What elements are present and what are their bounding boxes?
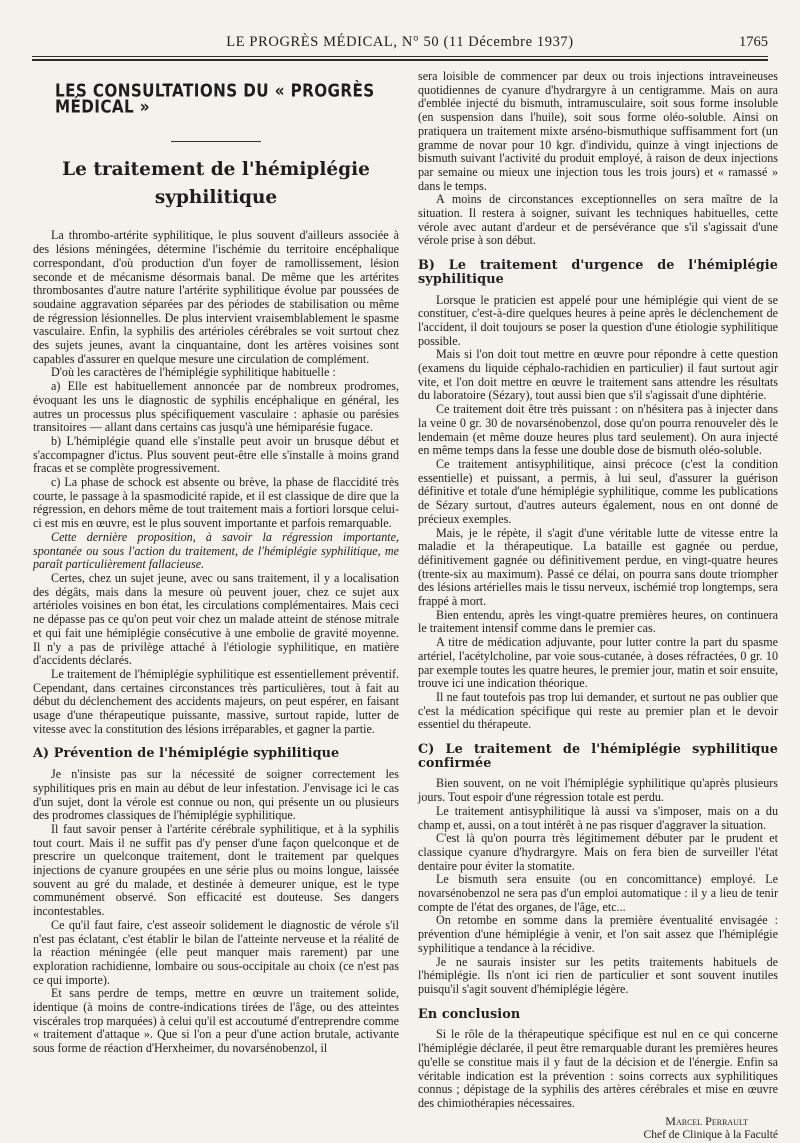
paragraph: C'est là qu'on pourra très légitimement débuter par le prudent et classique cyanure d'hydrargyre. Mais on fera bien de surveiller l'état dentaire pour éviter la stomatite. — [418, 831, 778, 873]
paragraph: Cette dernière proposition, à savoir la régression importante, spontanée ou sous l'action du traitement, de l'hémiplégie syphilitique, me paraît particulièrement fallacieuse. — [33, 529, 399, 572]
section-c-heading: C) Le traitement de l'hémiplégie syphilitique confirmée — [418, 742, 778, 771]
page-number: 1765 — [739, 34, 768, 50]
paragraph: Ce qu'il faut faire, c'est asseoir solidement le diagnostic de vérole s'il n'est pas éclatant, c'est établir le bilan de l'atteinte nerveuse et la réalité de la réaction méningée (elle peut manquer mais rarement) par une exploration rachidienne, lombaire ou sous-occipitale au choix (ce n'est pas ce qui importe). — [33, 917, 399, 987]
paragraph: Et sans perdre de temps, mettre en œuvre un traitement solide, identique (à moins de contre-indications tirées de l'âge, ou des atteintes viscérales trop marquées) à celui qu'il est accoutumé d'entreprendre comme « traitement d'attaque ». Que si l'on a peur d'une action brutale, activante sous forme de réaction d'Herxheimer, du novarsénobenzol, il — [33, 986, 399, 1056]
paragraph: Je n'insiste pas sur la nécessité de soigner correctement les syphilitiques pris en main au début de leur infestation. J'envisage ici le cas d'un sujet, dont la vérole est connue ou non, qui présente un ou plusieurs des prodromes classiques de l'hémiplégie syphilitique. — [33, 767, 399, 823]
paragraph: Je ne saurais insister sur les petits traitements habituels de l'hémiplégie. Ils n'ont ici rien de particulier et sont souvent inutiles puisqu'il s'agit souvent d'hémiplégie légère. — [418, 954, 778, 996]
header-rule-thick — [32, 59, 768, 61]
paragraph: b) L'hémiplégie quand elle s'installe peut avoir un brusque début et s'accompagner d'ictus. Plus souvent peut-être elle s'installe à moins grand fracas et se complète progressivement. — [33, 433, 399, 476]
author-name: Marcel Perrault — [665, 1113, 748, 1128]
section-a-heading: A) Prévention de l'hémiplégie syphilitique — [33, 746, 340, 762]
paragraph: D'où les caractères de l'hémiplégie syphilitique habituelle : — [51, 365, 336, 380]
section-rubric: LES CONSULTATIONS DU « PROGRÈS MÉDICAL » — [55, 80, 375, 117]
author-affiliation: Chef de Clinique à la Faculté — [643, 1129, 778, 1142]
page-header — [32, 32, 768, 54]
left-column — [33, 70, 399, 1056]
article-title-line2: syphilitique — [154, 187, 278, 209]
running-title: LE PROGRÈS MÉDICAL, N° 50 (11 Décembre 1937) — [226, 34, 574, 50]
paragraph: Mais si l'on doit tout mettre en œuvre pour répondre à cette question (examens du liquide céphalo-rachidien en particulier) il faut surtout agir vite, et l'on doit mettre en œuvre le traitement sans attendre les résultats du laboratoire (Sézary), tout aussi bien que s'il s'agissait d'une diphtérie. — [418, 347, 778, 403]
title-divider — [171, 141, 261, 142]
paragraph: Bien entendu, après les vingt-quatre premières heures, on continuera le traitement intensif comme dans le premier cas. — [418, 607, 778, 636]
paragraph: Le bismuth sera ensuite (ou en concomittance) employé. Le novarsénobenzol ne sera pas d'un emploi automatique : il y a lieu de tenir compte de l'état des organes, de l'âge, etc... — [418, 872, 778, 914]
paragraph: Ce traitement doit être très puissant : on n'hésitera pas à injecter dans la veine 0 gr. 30 de novarsénobenzol, dose qu'on pourra renouveler dès le lendemain (et même douze heures plus tard seulement). On aura injecté en même temps dans la fesse une double dose de bismuth oléo-soluble. — [418, 402, 778, 458]
paragraph: c) La phase de schock est absente ou brève, la phase de flaccidité très courte, le passage à la spasmodicité rapide, et il est classique de dire que la régression, en dehors même de tout traitement mais a fortiori lorsque celui-ci est mis en œuvre, est le plus souvent importante et parfois remarquable. — [33, 475, 399, 531]
article-title — [33, 156, 399, 212]
paragraph: sera loisible de commencer par deux ou trois injections intraveineuses quotidiennes de cyanure d'hydrargyre à un centigramme. Mais on aura d'emblée injecté du bismuth, intramusculaire, soit sous forme insoluble (en suspension dans l'huile), soit sous forme oléo-soluble. Ainsi on pratiquera un traitement mixte arséno-bismuthique suffisamment fort (un gramme de novar pour 10 kgr. d'individu, quinze à vingt injections de bismuth suivant l'activité du produit employé, à raison de deux injections par semaine ou mieux une injection tous les trois jours) et « ramassé » dans le temps. — [418, 69, 778, 193]
header-rule — [32, 56, 768, 57]
article-title-line1: Le traitement de l'hémiplégie — [62, 159, 370, 181]
paragraph: La thrombo-artérite syphilitique, le plus souvent d'ailleurs associée à des lésions méningées, détermine l'ischémie du territoire encéphalique correspondant, d'où production d'un foyer de ramollissement, lésion seconde et de mécanisme désormais banal. De même que les artérites thrombosantes d'autre nature l'artérite syphilitique évolue par poussées de soudaine aggravation séparées par des périodes de stabilisation ou même de régression lésionnelles. De plus intervient vraisemblablement le spasme vasculaire. Enfin, la syphilis des artérioles cérébrales se voit surtout chez des sujets jeunes, avant la cinquantaine, dont les artères voisines sont capables d'assurer en quelque mesure une circulation de complément. — [33, 228, 399, 366]
paragraph: Bien souvent, on ne voit l'hémiplégie syphilitique qu'après plusieurs jours. Tout espoir d'une régression totale est perdu. — [418, 776, 778, 805]
conclusion-heading: En conclusion — [418, 1006, 521, 1022]
paragraph: A titre de médication adjuvante, pour lutter contre la part du spasme artériel, l'acétylcholine, par voie sous-cutanée, à doses réfractées, 0 gr. 10 par exemple toutes les quatre heures, le premier jour, matin et soir ensuite, trouve ici une indication théorique. — [418, 635, 778, 691]
paragraph: Mais, je le répète, il s'agit d'une véritable lutte de vitesse entre la maladie et la thérapeutique. La bataille est gagnée ou perdue, définitivement gagnée ou définitivement perdue, en vingt-quatre heures (trente-six au maximum). Passé ce délai, on pourra sans doute triompher des lésions artérielles mais le tissu nerveux, ischémié trop longtemps, sera frappé à mort. — [418, 525, 778, 609]
paragraph: Certes, chez un sujet jeune, avec ou sans traitement, il y a localisation des dégâts, mais dans la mesure où peuvent jouer, chez ce sujet aux artérioles voisines en bon état, les circulations complémentaires. Mais ceci ne dépasse pas ce qu'on peut voir chez un malade atteint de sténose mitrale et qui fait une hémiplégie consécutive à une embolie de gravité moyenne. Il n'y a pas de privilège attaché à l'étiologie syphilitique, en matière d'accidents déclarés. — [33, 570, 399, 668]
right-column — [418, 70, 778, 1143]
section-b-heading: B) Le traitement d'urgence de l'hémiplégie syphilitique — [418, 258, 778, 287]
paragraph: Ce traitement antisyphilitique, ainsi précoce (c'est la condition essentielle) et puissant, a permis, à lui seul, d'assurer la guérison définitive et totale d'une hémiplégie syphilitique, comme les publications de Sézary surtout, d'autres auteurs également, nous en ont donné de précieux exemples. — [418, 456, 778, 526]
paragraph: Si le rôle de la thérapeutique spécifique est nul en ce qui concerne l'hémiplégie déclarée, il peut être remarquable durant les premières heures qu'elle se constitue mais il y faut de la décision et de l'énergie. Enfin sa véritable indication est la prévention : soins corrects aux syphilitiques connus ; dépistage de la syphilis des artères cérébrales et mise en œuvre des chimiothérapies nécessaires. — [418, 1027, 778, 1110]
paragraph: Le traitement de l'hémiplégie syphilitique est essentiellement préventif. Cependant, dans certaines circonstances très particulières, tout à fait au début du déclenchement des accidents majeurs, on peut espérer, en faisant usage d'une thérapeutique puissante, massive, surtout rapide, lutter de vitesse avec la constitution des lésions irréparables, et gagner la partie. — [33, 666, 399, 736]
paragraph: Lorsque le praticien est appelé pour une hémiplégie qui vient de se constituer, c'est-à-dire quelques heures à peine après le déclenchement de l'accident, il doit toujours se poser la question d'une étiologie syphilitique possible. — [418, 292, 778, 348]
paragraph: Le traitement antisyphilitique là aussi va s'imposer, mais on a du champ et, aussi, on a tout intérêt à ne pas risquer d'aggraver la situation. — [418, 803, 778, 832]
paragraph: A moins de circonstances exceptionnelles on sera maître de la situation. Il restera à soigner, suivant les techniques habituelles, cette vérole avec autant d'ardeur et de persévérance que s'il s'agissait d'une vérole prise à son début. — [418, 192, 778, 248]
paragraph: Il ne faut toutefois pas trop lui demander, et surtout ne pas oublier que c'est la médication spécifique qui reste au premier plan et le devoir essentiel du thérapeute. — [418, 689, 778, 732]
paragraph: Il faut savoir penser à l'artérite cérébrale syphilitique, et à la syphilis tout court. Mais il ne suffit pas d'y penser d'une façon quelconque et de prescrire un quelconque traitement, dont le traitement par quelques injections de cyanure groupées en une série plus ou moins longue, laissée souvent au gré du malade, et destinée à demeurer unique, est le type communément observé. Son efficacité est douteuse. Ses dangers incontestables. — [33, 821, 399, 919]
paragraph: a) Elle est habituellement annoncée par de nombreux prodromes, évoquant les uns le diagnostic de syphilis encéphalique en général, les autres un processus plus spécifiquement vasculaire : aphasie ou parésies transitoires — allant dans certains cas jusqu'à une hémiparésie fugace. — [33, 379, 399, 435]
paragraph: On retombe en somme dans la première éventualité envisagée : prévention d'une hémiplégie à venir, et l'on sait assez que l'hémiplégie syphilitique a tendance à la récidive. — [418, 913, 778, 955]
